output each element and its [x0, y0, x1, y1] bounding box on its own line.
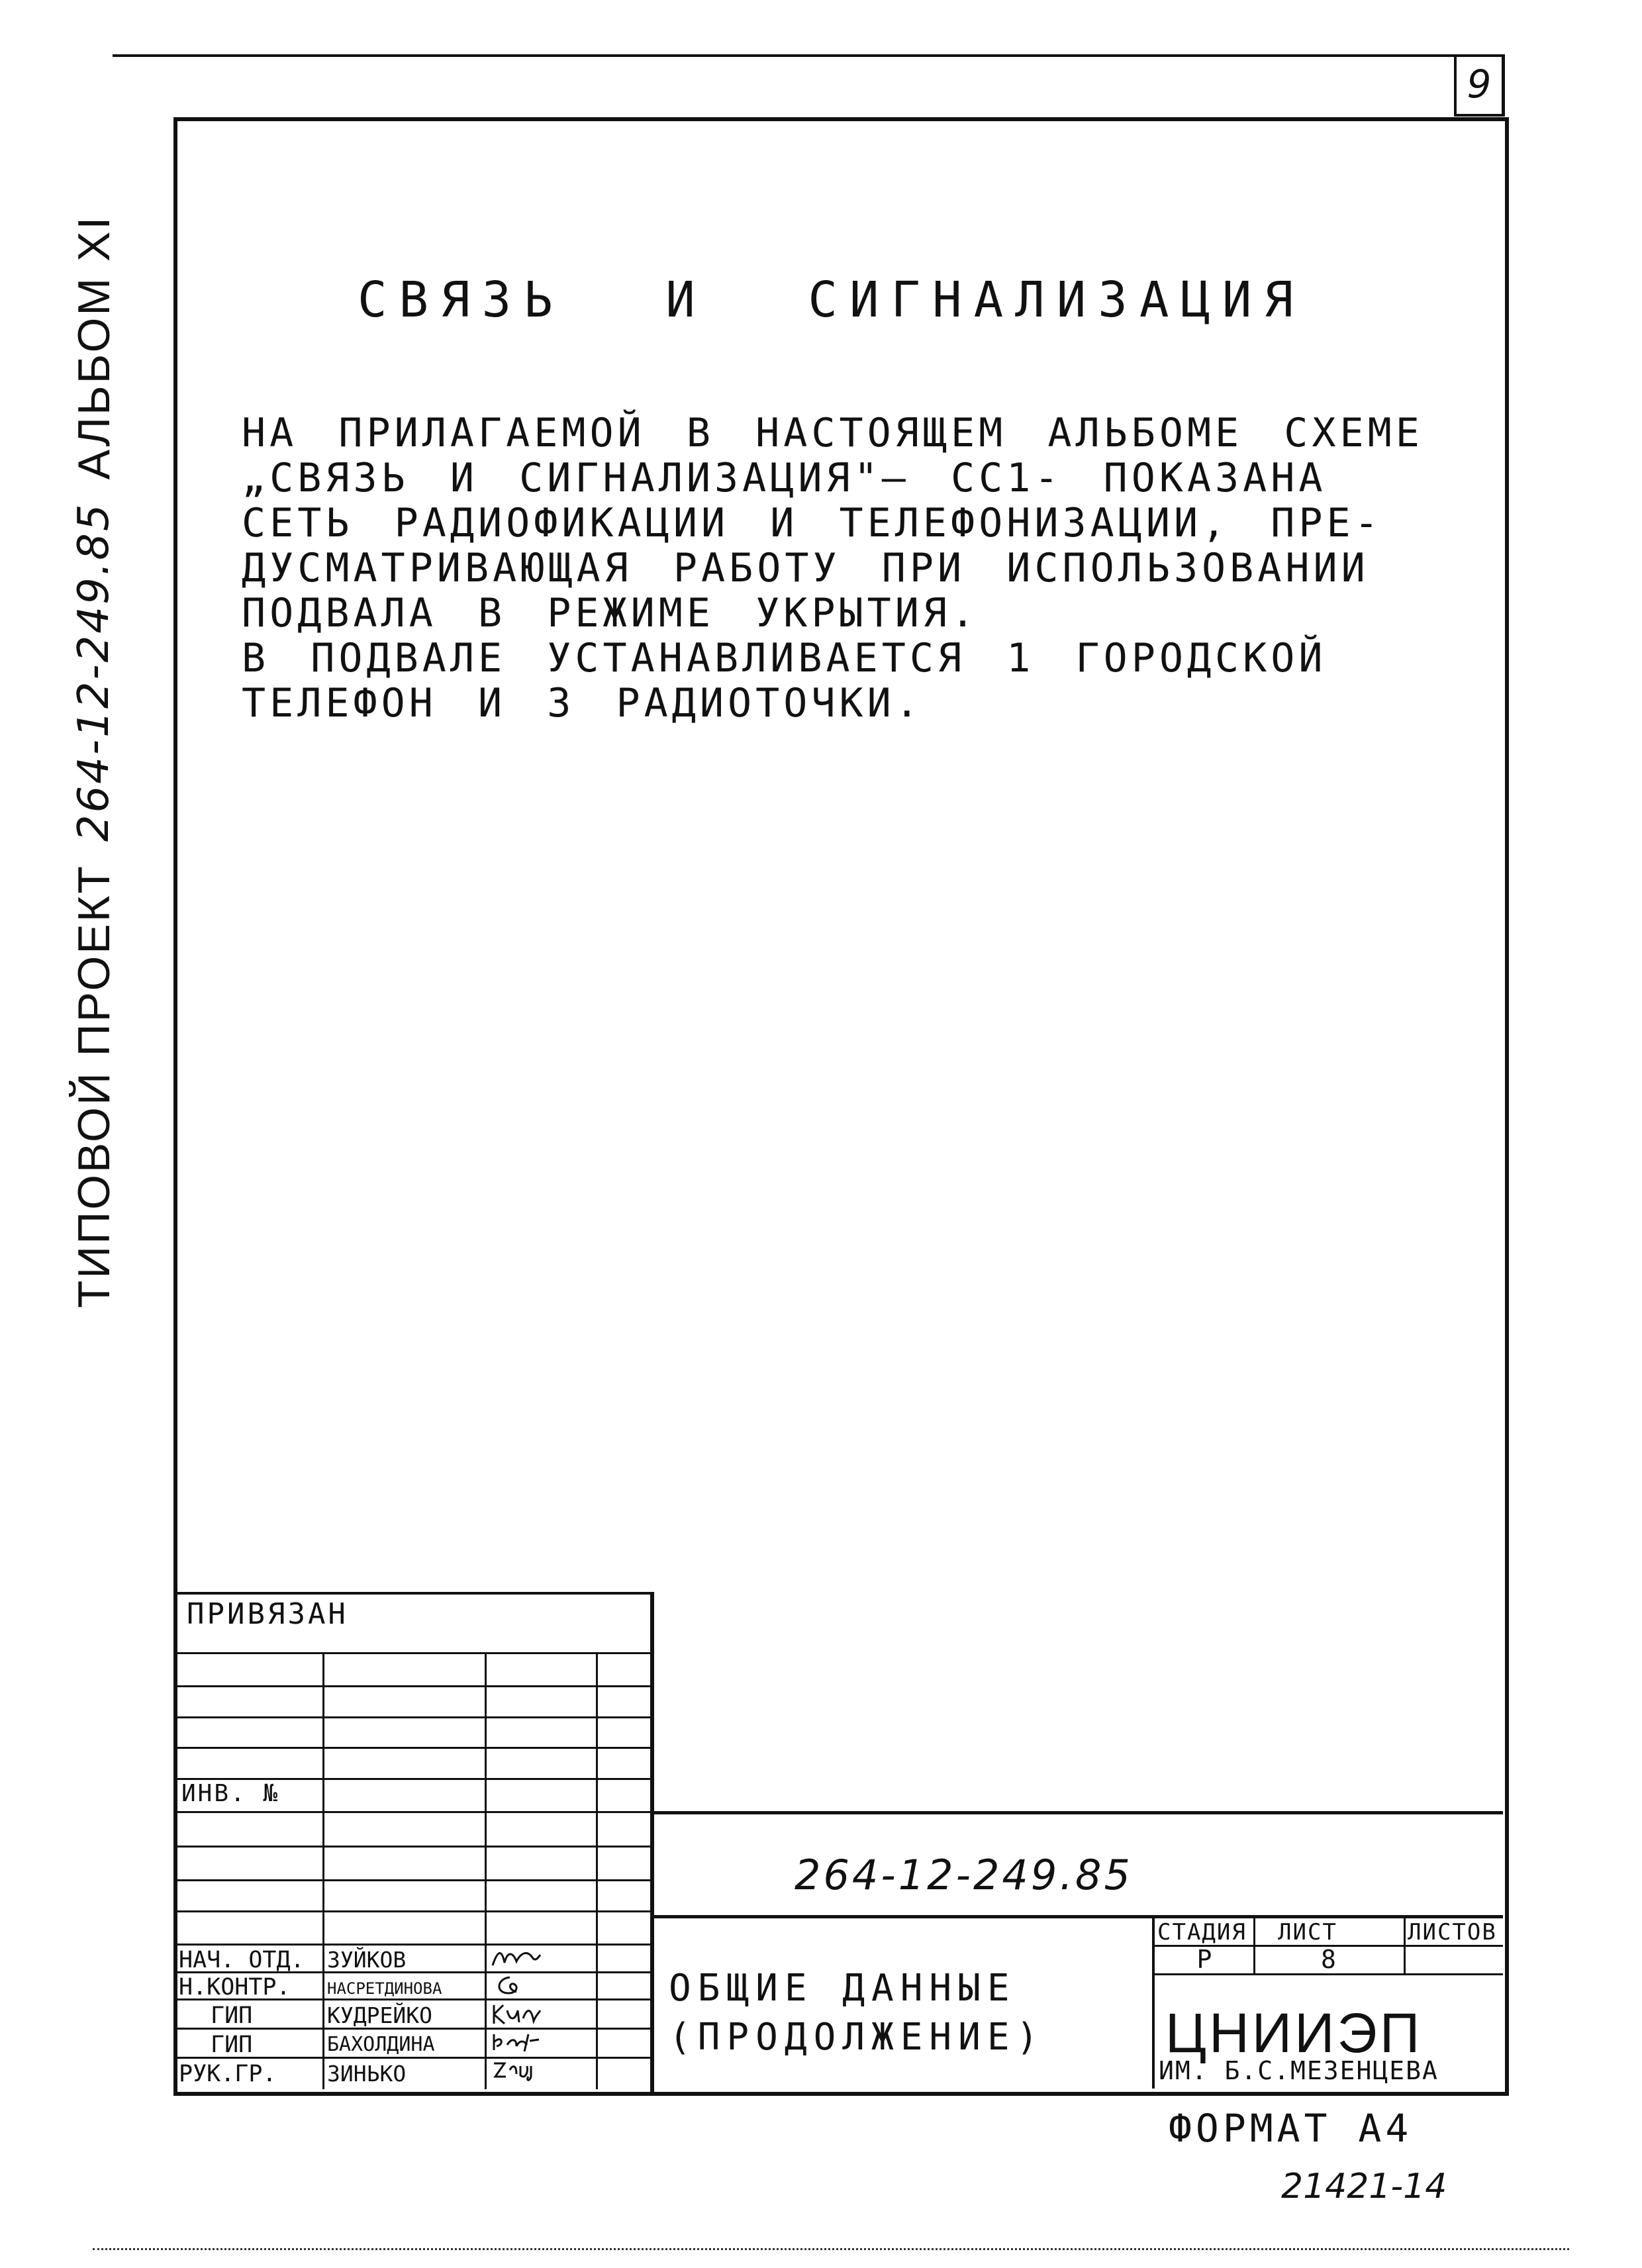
- sheet-label: ЛИСТ: [1278, 1919, 1337, 1946]
- signature-mark: [490, 2001, 542, 2026]
- body-text: [242, 411, 1433, 821]
- signature-mark: [490, 1946, 542, 1971]
- table-column-rule: [596, 1652, 598, 2089]
- sheet-name: [669, 1964, 1132, 2096]
- table-column-rule: [322, 1652, 324, 2089]
- signature-mark: [490, 2057, 542, 2082]
- sheet-name-line: (ПРОДОЛЖЕНИЕ): [669, 2016, 1045, 2059]
- body-line: ТЕЛЕФОН И 3 РАДИОТОЧКИ.: [242, 680, 923, 726]
- table-rule: [173, 1747, 650, 1749]
- body-line: СЕТЬ РАДИОФИКАЦИИ И ТЕЛЕФОНИЗАЦИИ, ПРЕ-: [242, 500, 1382, 546]
- organization-subtitle: ИМ. Б.С.МЕЗЕНЦЕВА: [1159, 2056, 1439, 2085]
- staff-name: ЗИНЬКО: [327, 2061, 407, 2087]
- document-code: 264-12-249.85: [795, 1851, 1133, 1899]
- table-rule: [173, 1652, 650, 1654]
- staff-role: ГИП: [211, 2002, 253, 2029]
- archive-number: 21421-14: [1281, 2167, 1447, 2206]
- body-line: В ПОДВАЛЕ УСТАНАВЛИВАЕТСЯ 1 ГОРОДСКОЙ: [242, 635, 1327, 681]
- table-rule: [173, 1811, 650, 1813]
- table-rule: [173, 1910, 650, 1912]
- staff-name: КУДРЕЙКО: [327, 2002, 432, 2028]
- page-number: 9: [1454, 54, 1505, 117]
- body-line: „СВЯЗЬ И СИГНАЛИЗАЦИЯ"— СС1- ПОКАЗАНА: [242, 455, 1327, 501]
- staff-role: РУК.ГР.: [179, 2061, 277, 2087]
- signature-mark: [490, 1973, 542, 1998]
- title-block-rule: [650, 1811, 1503, 1814]
- title-block-rule: [650, 1915, 1503, 1918]
- table-rule: [173, 1944, 650, 1946]
- sheet-name-line: ОБЩИЕ ДАННЫЕ: [669, 1967, 1016, 2010]
- body-line: ДУСМАТРИВАЮЩАЯ РАБОТУ ПРИ ИСПОЛЬЗОВАНИИ: [242, 545, 1369, 591]
- signature-mark: [490, 2029, 542, 2054]
- body-line: НА ПРИЛАГАЕМОЙ В НАСТОЯЩЕМ АЛЬБОМЕ СХЕМЕ: [242, 410, 1424, 456]
- inventory-number-label: ИНВ. №: [181, 1780, 280, 1807]
- staff-name: БАХОЛДИНА: [327, 2033, 435, 2056]
- side-label-album: АЛЬБОМ XI: [69, 215, 119, 480]
- stage-label: СТАДИЯ: [1157, 1919, 1247, 1946]
- body-line: ПОДВАЛА В РЕЖИМЕ УКРЫТИЯ.: [242, 590, 979, 636]
- table-column-rule: [485, 1652, 487, 2089]
- table-rule: [173, 1846, 650, 1848]
- table-rule: [173, 1685, 650, 1687]
- staff-role: Н.КОНТР.: [179, 1974, 291, 2000]
- bottom-scan-edge: [93, 2248, 1569, 2250]
- organization-name: ЦНИИЭП: [1165, 2002, 1423, 2064]
- side-label: [54, 215, 134, 1308]
- stage-value: Р: [1196, 1945, 1212, 1974]
- top-border-line: [113, 54, 1503, 57]
- table-rule: [173, 1716, 650, 1718]
- staff-role: НАЧ. ОТД.: [179, 1947, 305, 1973]
- title-block-column-rule: [1404, 1915, 1406, 1973]
- sheet-format: ФОРМАТ А4: [1169, 2106, 1413, 2151]
- sheets-label: ЛИСТОВ: [1408, 1919, 1497, 1946]
- section-title: СВЯЗЬ И СИГНАЛИЗАЦИЯ: [358, 271, 1306, 328]
- sheet-value: 8: [1321, 1945, 1336, 1974]
- side-label-project-number: 264-12-249.85: [70, 502, 119, 842]
- table-rule: [173, 1879, 650, 1881]
- binding-label: ПРИВЯЗАН: [187, 1597, 348, 1631]
- title-block-column-rule: [1152, 1915, 1155, 2089]
- staff-name: НАСРЕТДИНОВА: [327, 1979, 442, 1998]
- staff-name: ЗУЙКОВ: [327, 1947, 407, 1973]
- side-label-series: ТИПОВОЙ ПРОЕКТ: [69, 864, 119, 1308]
- staff-role: ГИП: [211, 2032, 253, 2058]
